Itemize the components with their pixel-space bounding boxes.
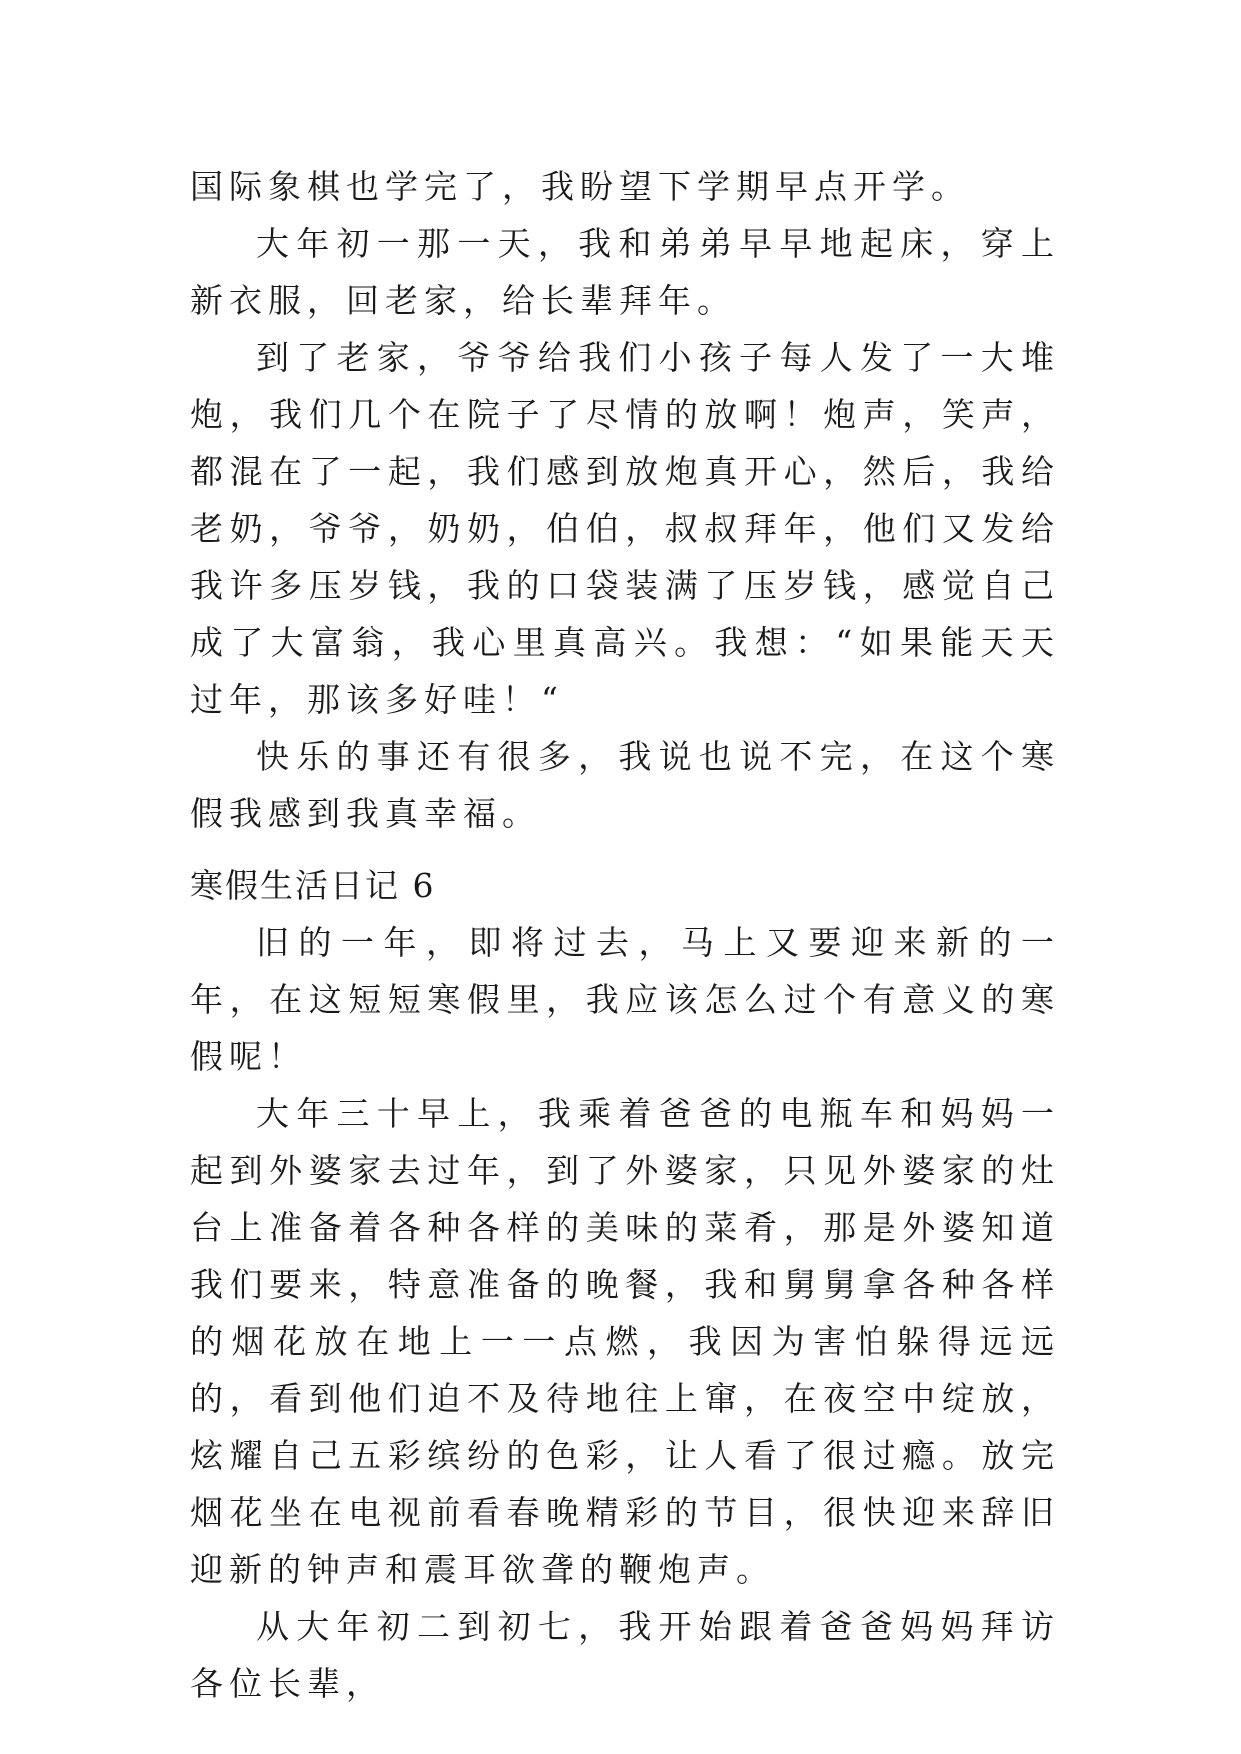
paragraph-new-year-day: 大年初一那一天，我和弟弟早早地起床，穿上新衣服，回老家，给长辈拜年。 xyxy=(190,224,1060,320)
paragraph-intro: 旧的一年，即将过去，马上又要迎来新的一年，在这短短寒假里，我应该怎么过个有意义的寒假呢！ xyxy=(190,923,1060,1076)
paragraph-happiness: 快乐的事还有很多，我说也说不完，在这个寒假我感到我真幸福。 xyxy=(190,737,1060,833)
paragraph-continuation: 国际象棋也学完了，我盼望下学期早点开学。 xyxy=(190,167,970,206)
paragraph-visits: 从大年初二到初七，我开始跟着爸爸妈妈拜访各位长辈， xyxy=(190,1607,1060,1703)
diary-entry-5-continued xyxy=(190,158,1060,842)
paragraph-new-year-eve: 大年三十早上，我乘着爸爸的电瓶车和妈妈一起到外婆家去过年，到了外婆家，只见外婆家的灶台上准备着各种各样的美味的菜肴，那是外婆知道我们要来，特意准备的晚餐，我和舅舅拿各种各样的烟花放在地上一一点燃，我因为害怕躲得远远的，看到他们迫不及待地往上窜，在夜空中绽放，炫耀自己五彩缤纷的色彩，让人看了很过瘾。放完烟花坐在电视前看春晚精彩的节目，很快迎来辞旧迎新的钟声和震耳欲聋的鞭炮声。 xyxy=(190,1094,1060,1589)
section-title: 寒假生活日记 6 xyxy=(190,866,436,905)
paragraph-hometown: 到了老家，爷爷给我们小孩子每人发了一大堆炮，我们几个在院子了尽情的放啊！炮声，笑声，都混在了一起，我们感到放炮真开心，然后，我给老奶，爷爷，奶奶，伯伯，叔叔拜年，他们又发给我许多压岁钱，我的口袋装满了压岁钱，感觉自己成了大富翁，我心里真高兴。我想：“如果能天天过年，那该多好哇！“ xyxy=(190,338,1060,719)
diary-entry-6 xyxy=(190,914,1060,1712)
